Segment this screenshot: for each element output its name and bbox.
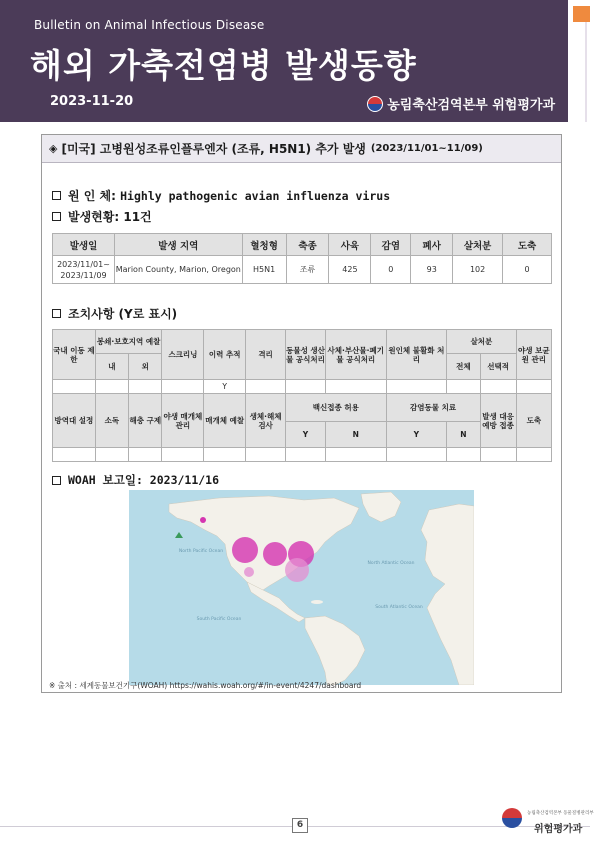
value-cell — [286, 380, 326, 394]
world-map — [129, 490, 474, 685]
value-cell — [386, 448, 447, 462]
hdr-disinfection: 소독 — [95, 394, 128, 448]
cell-date: 2023/11/01~ 2023/11/09 — [53, 256, 115, 284]
col-header: 감염 — [371, 234, 411, 256]
footer-org: 위험평가과 — [534, 824, 583, 835]
checkbox-square-icon — [52, 191, 61, 200]
hdr-wildlife: 야생 보균원 관리 — [516, 330, 551, 380]
outbreak-cluster — [232, 537, 258, 563]
value-cell — [516, 380, 551, 394]
col-header: 혈청형 — [242, 234, 286, 256]
pathogen-label: 원 인 체: — [68, 189, 116, 203]
col-header: 축종 — [286, 234, 329, 256]
value-cell: Y — [204, 380, 246, 394]
bulletin-series: Bulletin on Animal Infectious Disease — [34, 18, 265, 32]
value-cell — [204, 448, 246, 462]
measures-values-row-1 — [53, 380, 552, 394]
hdr-treatment-yes: Y — [386, 422, 447, 448]
report-frame — [41, 134, 562, 693]
page-title: 해외 가축전염병 발생동향 — [30, 46, 417, 85]
ocean-label: North Pacific Ocean — [178, 549, 224, 554]
cell-cases: 0 — [371, 256, 411, 284]
section-period: (2023/11/01~11/09) — [370, 143, 483, 154]
col-header: 발생 지역 — [114, 234, 242, 256]
woah-report-date: WOAH 보고일: 2023/11/16 — [68, 473, 220, 487]
outbreak-cluster — [285, 558, 309, 582]
pathogen-line — [52, 187, 390, 204]
value-cell — [480, 448, 516, 462]
ocean-label: South Pacific Ocean — [196, 617, 242, 622]
diamond-icon: ◈ — [49, 142, 58, 155]
table-row — [53, 256, 552, 284]
value-cell — [95, 380, 128, 394]
value-cell — [246, 448, 286, 462]
hdr-tracing: 이력 추적 — [204, 330, 246, 380]
measures-line — [52, 305, 177, 322]
section-title: [미국] 고병원성조류인플루엔자 (조류, H5N1) 추가 발생 — [61, 142, 366, 156]
hdr-culling-selective: 선택적 — [480, 354, 516, 380]
value-cell — [386, 380, 447, 394]
section-heading — [42, 135, 561, 163]
woah-line — [52, 472, 219, 488]
col-header: 사육 — [329, 234, 371, 256]
cell-slaughtered: 0 — [503, 256, 552, 284]
col-header: 도축 — [503, 234, 552, 256]
hdr-zone-in: 내 — [95, 354, 128, 380]
hdr-pest-control: 해충 구제 — [129, 394, 162, 448]
hdr-vaccination-no: N — [325, 422, 386, 448]
checkbox-square-icon — [52, 212, 61, 221]
hdr-wild-surveillance: 야생 매개체 관리 — [162, 394, 204, 448]
hdr-vaccination-yes: Y — [286, 422, 326, 448]
col-header: 폐사 — [411, 234, 453, 256]
cell-susceptible: 425 — [329, 256, 371, 284]
hdr-prevent-vaccination: 발생 대응 예방 접종 — [480, 394, 516, 448]
outbreak-table — [52, 233, 552, 284]
hdr-culling: 살처분 — [447, 330, 517, 354]
hdr-domestic-restriction: 국내 이동 제한 — [53, 330, 96, 380]
cell-serotype: H5N1 — [242, 256, 286, 284]
outbreak-cluster — [244, 567, 254, 577]
cell-location: Marion County, Marion, Oregon — [114, 256, 242, 284]
hdr-official-carcass: 사체·부산물·폐기물 공식처리 — [325, 330, 386, 380]
header-accent-line — [585, 22, 587, 122]
value-cell — [286, 448, 326, 462]
value-cell — [129, 380, 162, 394]
footer-org-small: 농림축산검역본부 동물질병관리부 — [527, 811, 594, 816]
value-cell — [325, 448, 386, 462]
header-accent-square — [573, 6, 590, 22]
hdr-zone: 봉쇄·보호지역 예찰 — [95, 330, 162, 354]
value-cell — [447, 448, 480, 462]
alaska-outbreak-marker — [200, 517, 206, 523]
organization — [367, 94, 555, 113]
status-line — [52, 208, 152, 225]
value-cell — [53, 448, 96, 462]
col-header: 발생일 — [53, 234, 115, 256]
value-cell — [325, 380, 386, 394]
hdr-zone-out: 외 — [129, 354, 162, 380]
hdr-official-products: 동물성 생산물 공식처리 — [286, 330, 326, 380]
checkbox-square-icon — [52, 476, 61, 485]
value-cell — [480, 380, 516, 394]
pathogen-value: Highly pathogenic avian influenza virus — [120, 188, 391, 203]
hdr-slaughter: 도축 — [516, 394, 551, 448]
hdr-live-test: 생체·해체 검사 — [246, 394, 286, 448]
col-header: 살처분 — [453, 234, 503, 256]
government-emblem-icon — [367, 96, 383, 112]
value-cell — [53, 380, 96, 394]
caribbean-island — [311, 600, 323, 604]
hdr-vector-surveillance: 매개체 예찰 — [204, 394, 246, 448]
hdr-culling-all: 전체 — [447, 354, 480, 380]
value-cell — [129, 448, 162, 462]
ocean-label: North Atlantic Ocean — [367, 561, 415, 566]
value-cell — [516, 448, 551, 462]
hdr-vaccination: 백신접종 허용 — [286, 394, 387, 422]
hdr-screening: 스크리닝 — [162, 330, 204, 380]
cell-deaths: 93 — [411, 256, 453, 284]
hdr-treatment-no: N — [447, 422, 480, 448]
value-cell — [162, 380, 204, 394]
value-cell — [95, 448, 128, 462]
hdr-pathogen-disposal: 원인체 불활화 처리 — [386, 330, 447, 380]
cell-culled: 102 — [453, 256, 503, 284]
outbreak-map — [129, 490, 474, 685]
hdr-quarantine: 격리 — [246, 330, 286, 380]
page-number: 6 — [292, 818, 308, 833]
measures-values-row-2 — [53, 448, 552, 462]
hdr-treatment: 감염동물 치료 — [386, 394, 480, 422]
measures-label: 조치사항 (Y로 표시) — [68, 307, 178, 321]
hdr-vector-control: 방역대 설정 — [53, 394, 96, 448]
value-cell — [246, 380, 286, 394]
outbreak-cluster — [263, 542, 287, 566]
report-date: 2023-11-20 — [50, 94, 134, 109]
checkbox-square-icon — [52, 309, 61, 318]
source-citation: ※ 출처 : 세계동물보건기구(WOAH) https://wahis.woah.org/#/in-event/4247/dashboard — [49, 681, 362, 690]
status-label: 발생현황: 11건 — [68, 210, 152, 224]
government-emblem-icon — [502, 808, 522, 828]
value-cell — [447, 380, 480, 394]
measures-table — [52, 329, 552, 462]
value-cell — [162, 448, 204, 462]
organization-name: 농림축산검역본부 위험평가과 — [387, 98, 555, 113]
cell-species: 조류 — [286, 256, 329, 284]
ocean-label: South Atlantic Ocean — [375, 605, 423, 610]
